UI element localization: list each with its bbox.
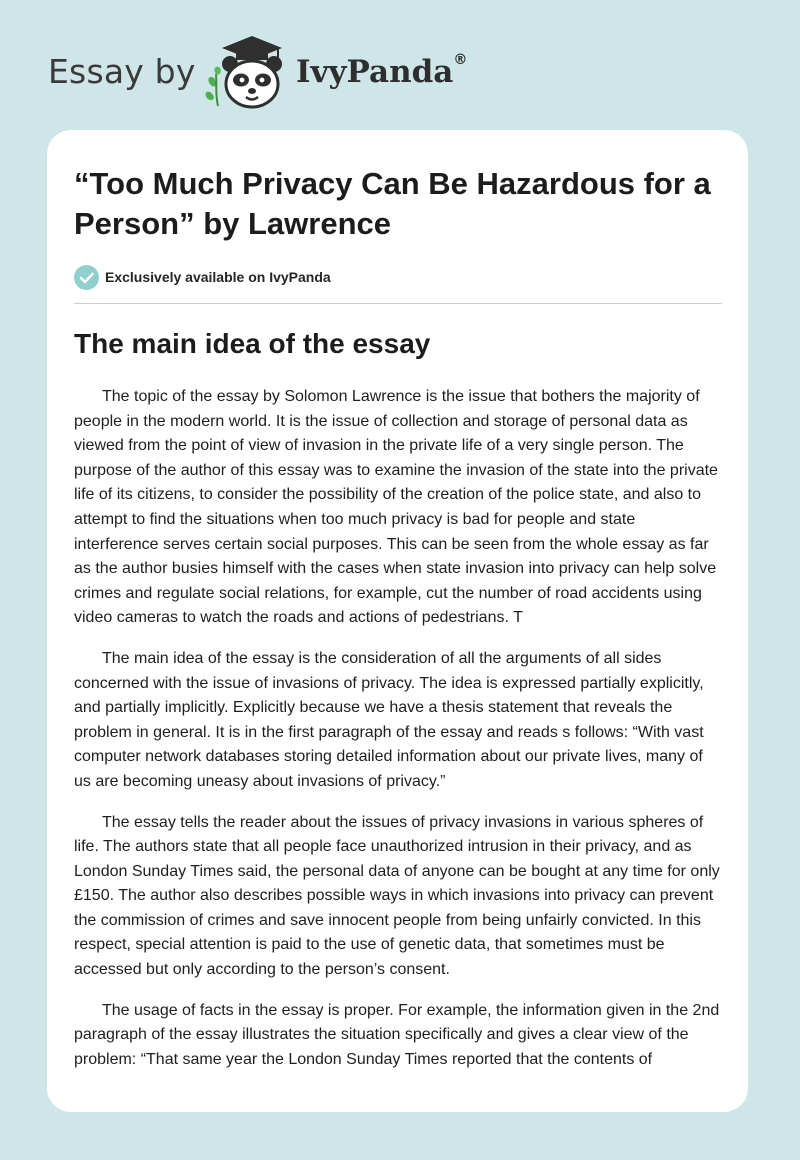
essay-card	[47, 130, 748, 1112]
essay-paragraph: The topic of the essay by Solomon Lawrence is the issue that bothers the majority of people in the modern world. It is the issue of collection and storage of personal data as viewed from the point of view of invasion in the private life of a very single person. The purpose of the author of this essay was to examine the invasion of the state into the private life of its citizens, to consider the possibility of the creation of the police state, and also to attempt to find the situations when too much privacy is bad for people and state interference serves certain social purposes. This can be seen from the whole essay as far as the author busies himself with the cases when state invasion into privacy can help solve crimes and regulate social relations, for example, cut the number of road accidents using video cameras to watch the roads and actions of pedestrians. T	[74, 388, 718, 627]
exclusive-badge	[74, 264, 331, 290]
title-divider	[74, 303, 722, 304]
brand-prefix: Essay by	[48, 52, 196, 91]
brand-name-text: IvyPanda	[296, 54, 454, 90]
brand-name	[296, 54, 467, 90]
essay-paragraph: The essay tells the reader about the issues of privacy invasions in various spheres of life. The authors state that all people face unauthorized intrusion in their privacy, and as London Sunday Times said, the personal data of anyone can be bought at any time for only £150. The author also describes possible ways in which invasions into privacy can prevent the commission of crimes and save innocent people from being unfairly convicted. In this respect, special attention is paid to the use of genetic data, that sometimes must be accessed but only according to the person’s consent.	[74, 813, 720, 979]
essay-paragraph: The main idea of the essay is the consideration of all the arguments of all sides concerned with the issue of invasions of privacy. The idea is expressed partially explicitly, and partially implicitly. Explicitly because we have a thesis statement that reveals the problem in general. It is in the first paragraph of the essay and reads s follows: “With vast computer network databases storing detailed information about our private lives, many of us are becoming uneasy about invasions of privacy.”	[74, 649, 704, 790]
essay-body	[74, 385, 722, 1088]
essay-paragraph: The usage of facts in the essay is proper. For example, the information given in the 2nd paragraph of the essay illustrates the situation specifically and gives a clear view of the problem: “That same year the London Sunday Times reported that the contents of	[74, 1001, 720, 1068]
registered-mark: ®	[453, 52, 468, 68]
brand-header[interactable]	[48, 34, 488, 114]
check-circle-icon	[74, 265, 99, 290]
panda-graduate-icon	[200, 34, 296, 112]
essay-title: “Too Much Privacy Can Be Hazardous for a Person” by Lawrence	[74, 166, 711, 241]
section-heading: The main idea of the essay	[74, 328, 431, 359]
exclusive-badge-text: Exclusively available on IvyPanda	[105, 269, 331, 285]
